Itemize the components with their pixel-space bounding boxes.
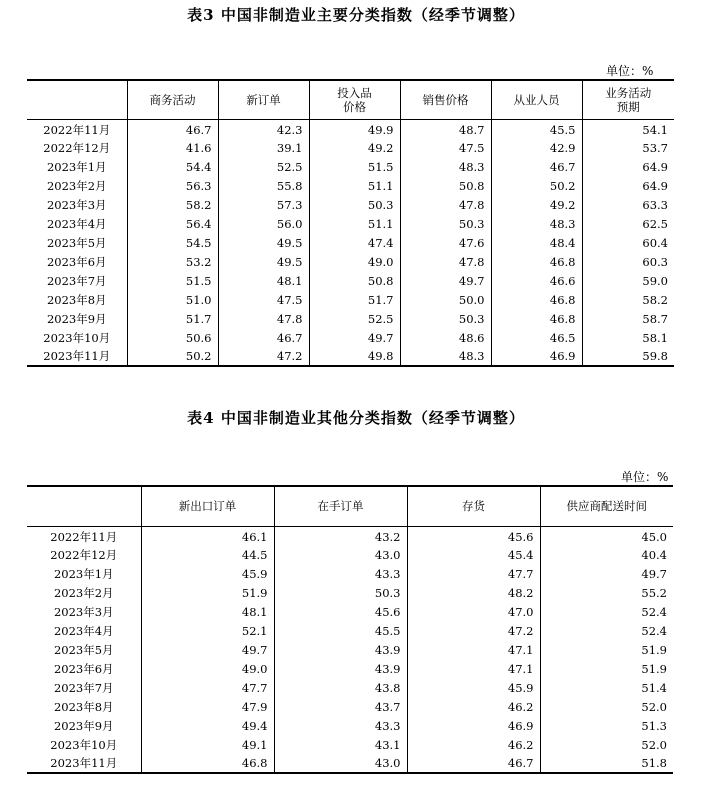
cell-value: 51.7 — [127, 309, 218, 328]
row-month: 2023年6月 — [53, 661, 114, 676]
cell-value: 48.1 — [218, 271, 309, 290]
cell-value: 49.7 — [309, 328, 400, 347]
table3-header-0: 商务活动 — [127, 80, 218, 119]
cell-value: 55.8 — [218, 176, 309, 195]
cell-value: 47.8 — [400, 195, 491, 214]
cell-value: 51.9 — [540, 659, 673, 678]
cell-value: 50.3 — [400, 309, 491, 328]
cell-value: 46.6 — [491, 271, 582, 290]
table-row — [27, 602, 673, 621]
cell-value: 51.9 — [540, 640, 673, 659]
cell-value: 47.8 — [400, 252, 491, 271]
cell-value: 46.7 — [218, 328, 309, 347]
cell-value: 52.5 — [309, 309, 400, 328]
cell-value: 43.2 — [274, 526, 407, 545]
cell-value: 47.1 — [407, 640, 540, 659]
row-month: 2022年11月 — [50, 529, 118, 544]
cell-value: 42.9 — [491, 138, 582, 157]
table4-header-row — [27, 486, 673, 526]
cell-value: 60.3 — [582, 252, 674, 271]
row-month: 2023年6月 — [46, 254, 107, 269]
row-month: 2022年11月 — [43, 122, 111, 137]
table4-header-corner — [27, 486, 141, 526]
cell-value: 47.8 — [218, 309, 309, 328]
table4-header-0: 新出口订单 — [141, 486, 274, 526]
cell-value: 48.6 — [400, 328, 491, 347]
cell-value: 50.0 — [400, 290, 491, 309]
table-row — [27, 545, 673, 564]
cell-value: 49.2 — [309, 138, 400, 157]
cell-value: 46.5 — [491, 328, 582, 347]
cell-value: 47.4 — [309, 233, 400, 252]
cell-value: 49.5 — [218, 233, 309, 252]
cell-value: 51.3 — [540, 716, 673, 735]
cell-value: 46.8 — [491, 290, 582, 309]
cell-value: 56.3 — [127, 176, 218, 195]
table3-header-5: 业务活动 预期 — [582, 80, 674, 119]
table-row — [27, 697, 673, 716]
cell-value: 52.0 — [540, 735, 673, 754]
table-row — [27, 640, 673, 659]
cell-value: 50.3 — [309, 195, 400, 214]
table-row — [27, 564, 673, 583]
cell-value: 50.6 — [127, 328, 218, 347]
row-month: 2022年12月 — [43, 140, 111, 155]
table-row — [27, 214, 674, 233]
cell-value: 43.3 — [274, 716, 407, 735]
cell-value: 47.2 — [407, 621, 540, 640]
row-month: 2023年11月 — [27, 347, 127, 366]
table-row — [27, 526, 673, 545]
table-row — [27, 583, 673, 602]
table3-body — [27, 119, 674, 366]
cell-value: 52.4 — [540, 621, 673, 640]
table3-header-corner — [27, 80, 127, 119]
cell-value: 52.5 — [218, 157, 309, 176]
cell-value: 43.8 — [274, 678, 407, 697]
table-row — [27, 138, 674, 157]
cell-value: 48.4 — [491, 233, 582, 252]
table-row — [27, 328, 674, 347]
cell-value: 47.2 — [218, 347, 309, 366]
cell-value: 45.6 — [407, 526, 540, 545]
row-month: 2023年11月 — [27, 754, 141, 773]
row-month: 2023年2月 — [46, 178, 107, 193]
cell-value: 44.5 — [141, 545, 274, 564]
row-month: 2023年2月 — [53, 585, 114, 600]
cell-value: 51.1 — [309, 176, 400, 195]
cell-value: 49.9 — [309, 119, 400, 138]
cell-value: 55.2 — [540, 583, 673, 602]
table-row — [27, 735, 673, 754]
row-month: 2023年10月 — [43, 330, 111, 345]
table3 — [27, 79, 674, 367]
cell-value: 64.9 — [582, 157, 674, 176]
table-row — [27, 157, 674, 176]
cell-value: 43.9 — [274, 640, 407, 659]
cell-value: 46.9 — [491, 347, 582, 366]
cell-value: 54.4 — [127, 157, 218, 176]
cell-value: 43.9 — [274, 659, 407, 678]
cell-value: 46.2 — [407, 697, 540, 716]
cell-value: 51.0 — [127, 290, 218, 309]
cell-value: 47.5 — [218, 290, 309, 309]
cell-value: 58.7 — [582, 309, 674, 328]
table4-unit: 单位：% — [621, 470, 669, 484]
cell-value: 46.8 — [141, 754, 274, 773]
table-row — [27, 195, 674, 214]
cell-value: 54.1 — [582, 119, 674, 138]
cell-value: 58.2 — [127, 195, 218, 214]
cell-value: 47.5 — [400, 138, 491, 157]
cell-value: 46.7 — [127, 119, 218, 138]
row-month: 2023年3月 — [46, 197, 107, 212]
cell-value: 54.5 — [127, 233, 218, 252]
cell-value: 58.1 — [582, 328, 674, 347]
cell-value: 52.0 — [540, 697, 673, 716]
cell-value: 45.0 — [540, 526, 673, 545]
cell-value: 46.8 — [491, 252, 582, 271]
cell-value: 51.7 — [309, 290, 400, 309]
cell-value: 51.8 — [540, 754, 673, 773]
table-row — [27, 678, 673, 697]
cell-value: 58.2 — [582, 290, 674, 309]
row-month: 2023年9月 — [46, 311, 107, 326]
cell-value: 47.6 — [400, 233, 491, 252]
cell-value: 63.3 — [582, 195, 674, 214]
table4-header-1: 在手订单 — [274, 486, 407, 526]
cell-value: 50.8 — [400, 176, 491, 195]
table-row — [27, 176, 674, 195]
row-month: 2023年5月 — [46, 235, 107, 250]
table-row — [27, 233, 674, 252]
row-month: 2023年3月 — [53, 604, 114, 619]
cell-value: 49.4 — [141, 716, 274, 735]
cell-value: 46.8 — [491, 309, 582, 328]
cell-value: 49.5 — [218, 252, 309, 271]
cell-value: 46.2 — [407, 735, 540, 754]
cell-value: 47.7 — [407, 564, 540, 583]
cell-value: 50.2 — [491, 176, 582, 195]
cell-value: 48.1 — [141, 602, 274, 621]
row-month: 2023年7月 — [46, 273, 107, 288]
cell-value: 49.0 — [141, 659, 274, 678]
table4 — [27, 485, 673, 774]
cell-value: 51.5 — [309, 157, 400, 176]
cell-value: 43.0 — [274, 545, 407, 564]
cell-value: 48.3 — [400, 347, 491, 366]
cell-value: 45.6 — [274, 602, 407, 621]
cell-value: 50.2 — [127, 347, 218, 366]
cell-value: 47.0 — [407, 602, 540, 621]
cell-value: 45.5 — [274, 621, 407, 640]
cell-value: 48.7 — [400, 119, 491, 138]
cell-value: 47.7 — [141, 678, 274, 697]
row-month: 2023年9月 — [53, 718, 114, 733]
cell-value: 56.0 — [218, 214, 309, 233]
cell-value: 51.1 — [309, 214, 400, 233]
cell-value: 43.7 — [274, 697, 407, 716]
cell-value: 48.3 — [400, 157, 491, 176]
row-month: 2022年12月 — [50, 547, 118, 562]
cell-value: 46.7 — [407, 754, 540, 773]
cell-value: 46.7 — [491, 157, 582, 176]
cell-value: 50.3 — [274, 583, 407, 602]
cell-value: 49.2 — [491, 195, 582, 214]
cell-value: 45.4 — [407, 545, 540, 564]
cell-value: 53.7 — [582, 138, 674, 157]
cell-value: 46.9 — [407, 716, 540, 735]
table-row — [27, 271, 674, 290]
cell-value: 47.9 — [141, 697, 274, 716]
cell-value: 49.8 — [309, 347, 400, 366]
cell-value: 60.4 — [582, 233, 674, 252]
cell-value: 49.0 — [309, 252, 400, 271]
cell-value: 50.8 — [309, 271, 400, 290]
table3-header-2: 投入品 价格 — [309, 80, 400, 119]
cell-value: 52.4 — [540, 602, 673, 621]
row-month: 2023年4月 — [53, 623, 114, 638]
row-month: 2023年8月 — [46, 292, 107, 307]
table4-title: 表4 中国非制造业其他分类指数（经季节调整） — [187, 409, 525, 427]
cell-value: 45.9 — [141, 564, 274, 583]
table4-body — [27, 526, 673, 773]
table4-header-2: 存货 — [407, 486, 540, 526]
cell-value: 51.5 — [127, 271, 218, 290]
cell-value: 57.3 — [218, 195, 309, 214]
cell-value: 43.0 — [274, 754, 407, 773]
table-row — [27, 290, 674, 309]
table-row — [27, 754, 673, 773]
cell-value: 50.3 — [400, 214, 491, 233]
table-row — [27, 309, 674, 328]
row-month: 2023年1月 — [53, 566, 114, 581]
cell-value: 39.1 — [218, 138, 309, 157]
cell-value: 46.1 — [141, 526, 274, 545]
cell-value: 49.1 — [141, 735, 274, 754]
cell-value: 49.7 — [400, 271, 491, 290]
cell-value: 40.4 — [540, 545, 673, 564]
cell-value: 62.5 — [582, 214, 674, 233]
table3-header-1: 新订单 — [218, 80, 309, 119]
row-month: 2023年7月 — [53, 680, 114, 695]
row-month: 2023年8月 — [53, 699, 114, 714]
table-row — [27, 716, 673, 735]
cell-value: 52.1 — [141, 621, 274, 640]
cell-value: 48.3 — [491, 214, 582, 233]
table3-header-4: 从业人员 — [491, 80, 582, 119]
cell-value: 53.2 — [127, 252, 218, 271]
row-month: 2023年5月 — [53, 642, 114, 657]
table-row — [27, 621, 673, 640]
cell-value: 64.9 — [582, 176, 674, 195]
row-month: 2023年1月 — [46, 159, 107, 174]
row-month: 2023年4月 — [46, 216, 107, 231]
table3-header-3: 销售价格 — [400, 80, 491, 119]
row-month: 2023年10月 — [50, 737, 118, 752]
cell-value: 42.3 — [218, 119, 309, 138]
cell-value: 43.3 — [274, 564, 407, 583]
cell-value: 47.1 — [407, 659, 540, 678]
cell-value: 49.7 — [141, 640, 274, 659]
cell-value: 56.4 — [127, 214, 218, 233]
table3-unit: 单位：% — [606, 64, 654, 78]
table3-title: 表3 中国非制造业主要分类指数（经季节调整） — [187, 6, 525, 24]
cell-value: 48.2 — [407, 583, 540, 602]
cell-value: 51.4 — [540, 678, 673, 697]
cell-value: 51.9 — [141, 583, 274, 602]
cell-value: 59.0 — [582, 271, 674, 290]
table-row — [27, 119, 674, 138]
cell-value: 59.8 — [582, 347, 674, 366]
table-row — [27, 252, 674, 271]
table-row — [27, 659, 673, 678]
table-row — [27, 347, 674, 366]
cell-value: 49.7 — [540, 564, 673, 583]
cell-value: 41.6 — [127, 138, 218, 157]
cell-value: 45.9 — [407, 678, 540, 697]
table3-header-row — [27, 80, 674, 119]
cell-value: 45.5 — [491, 119, 582, 138]
table4-header-3: 供应商配送时间 — [540, 486, 673, 526]
cell-value: 43.1 — [274, 735, 407, 754]
